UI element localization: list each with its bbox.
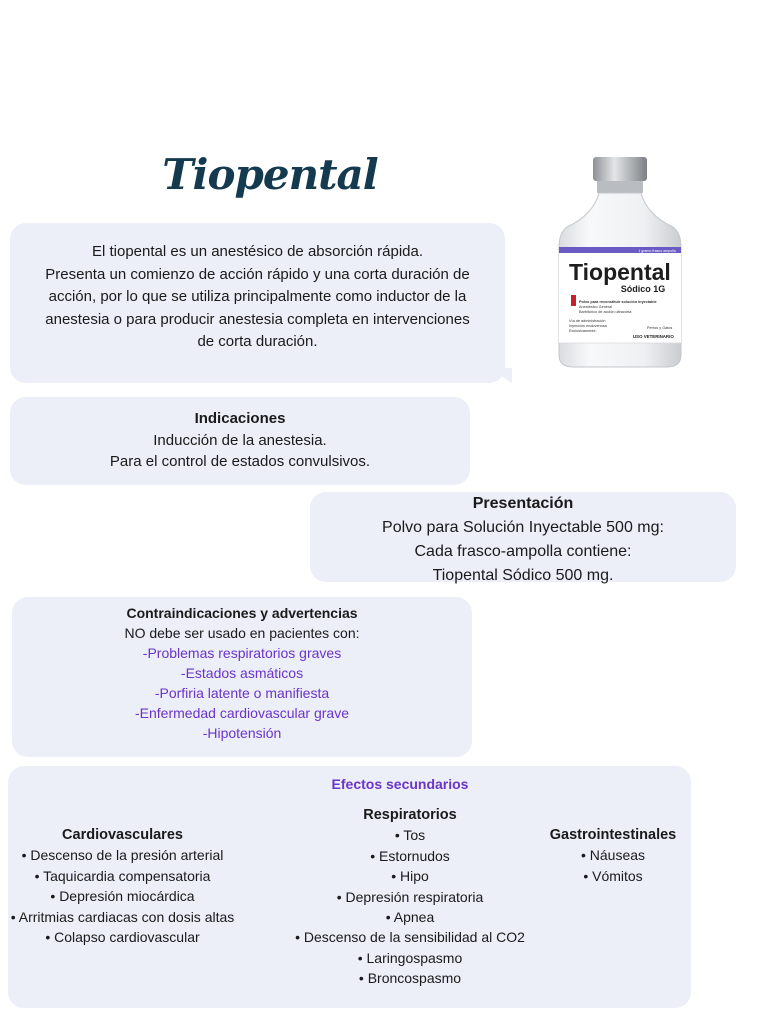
contraindicacion-item: -Hipotensión bbox=[202, 725, 282, 741]
cardiovascular-item: • Taquicardia compensatoria bbox=[34, 867, 211, 884]
indicaciones-line: Para el control de estados convulsivos. bbox=[109, 453, 371, 470]
intro-line: El tiopental es un anestésico de absorción rápida. bbox=[91, 243, 424, 260]
vial-band-text: 1 gramo frasco ampolla bbox=[638, 249, 676, 253]
contraindicaciones-box bbox=[12, 597, 472, 757]
respiratorios-column bbox=[270, 805, 550, 989]
presentacion-line: Cada frasco-ampolla contiene: bbox=[414, 543, 632, 560]
vial-route-line: Vía de administración bbox=[569, 319, 606, 323]
vial-desc-line: Polvo para reconstituir solución inyectable bbox=[579, 300, 657, 304]
cardiovascular-item: • Descenso de la presión arterial bbox=[21, 847, 224, 864]
respiratorio-item: • Descenso de la sensibilidad al CO2 bbox=[295, 929, 525, 946]
respiratorios-heading: Respiratorios bbox=[363, 807, 457, 823]
indicaciones-line: Inducción de la anestesia. bbox=[153, 431, 327, 449]
presentacion-line: Tiopental Sódico 500 mg. bbox=[432, 567, 614, 584]
vial-desc-line: Barbitúrico de acción ultracorta bbox=[579, 310, 632, 314]
presentacion-line: Polvo para Solución Inyectable 500 mg: bbox=[382, 519, 664, 536]
respiratorio-item: • Depresión respiratoria bbox=[336, 888, 484, 905]
presentacion-heading: Presentación bbox=[472, 495, 574, 512]
intro-line: anestesia o para producir anestesia completa en intervenciones bbox=[45, 310, 470, 328]
contraindicacion-item: -Problemas respiratorios graves bbox=[142, 645, 342, 661]
cardiovascular-item: • Arritmias cardiacas con dosis altas bbox=[10, 908, 235, 925]
respiratorio-item: • Tos bbox=[394, 827, 426, 844]
intro-line: de corta duración. bbox=[197, 333, 318, 350]
presentacion-box bbox=[310, 492, 736, 582]
intro-box bbox=[10, 223, 505, 383]
contraindicacion-item: -Estados asmáticos bbox=[180, 665, 304, 681]
vial-subtitle: Sódico 1G bbox=[620, 284, 666, 294]
vial-species: Perros y Gatos bbox=[647, 326, 673, 330]
respiratorio-item: • Apnea bbox=[385, 909, 435, 926]
intro-line: Presenta un comienzo de acción rápido y una corta duración de bbox=[45, 265, 470, 283]
intro-line: acción, por lo que se utiliza principalmente como inductor de la bbox=[48, 288, 467, 305]
cardiovasculares-heading: Cardiovasculares bbox=[62, 827, 183, 843]
respiratorio-item: • Hipo bbox=[391, 868, 429, 885]
vial-route-line: Inyección endovenosa bbox=[569, 324, 607, 328]
indicaciones-heading: Indicaciones bbox=[194, 410, 286, 427]
contraindicacion-item: -Enfermedad cardiovascular grave bbox=[135, 705, 349, 721]
gastrointestinales-heading: Gastrointestinales bbox=[549, 827, 677, 843]
page-title: Tiopental bbox=[162, 150, 378, 199]
respiratorio-item: • Estornudos bbox=[370, 847, 450, 864]
vial-usage: USO VETERINARIO bbox=[633, 334, 674, 339]
contraindicaciones-intro: NO debe ser usado en pacientes con: bbox=[124, 625, 360, 641]
cardiovascular-item: • Depresión miocárdica bbox=[50, 888, 195, 905]
vial-desc-line: Anestésico General bbox=[579, 305, 613, 309]
cardiovascular-item: • Colapso cardiovascular bbox=[45, 929, 200, 946]
indicaciones-box bbox=[10, 397, 470, 485]
contraindicacion-item: -Porfiria latente o manifiesta bbox=[154, 685, 330, 701]
vial-route-line: Exclusivamente. bbox=[569, 329, 597, 333]
gastrointestinales-column bbox=[538, 825, 688, 886]
contraindicaciones-heading: Contraindicaciones y advertencias bbox=[126, 605, 358, 621]
intro-box-tail bbox=[490, 368, 512, 383]
efectos-heading: Efectos secundarios bbox=[331, 776, 469, 792]
product-vial-image bbox=[555, 155, 685, 370]
gastrointestinal-item: • Vómitos bbox=[583, 867, 643, 884]
vial-brand: Tiopental bbox=[569, 259, 671, 285]
respiratorio-item: • Broncospasmo bbox=[358, 970, 462, 987]
respiratorio-item: • Laringospasmo bbox=[357, 949, 463, 966]
cardiovasculares-column bbox=[0, 825, 245, 947]
gastrointestinal-item: • Náuseas bbox=[580, 847, 646, 864]
